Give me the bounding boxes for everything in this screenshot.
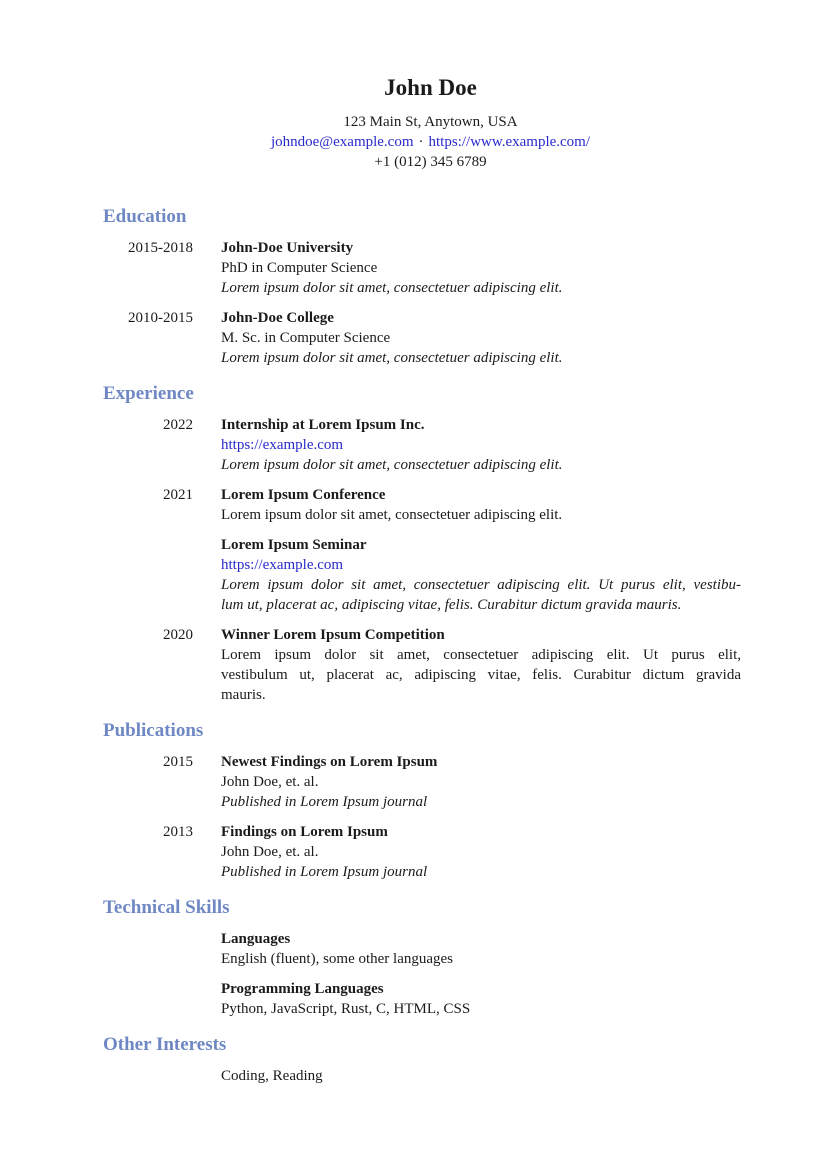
entry-date: 2021 bbox=[163, 487, 193, 503]
section-heading: Education bbox=[103, 206, 187, 227]
resume-section bbox=[103, 382, 741, 705]
entry-description bbox=[221, 792, 741, 812]
entry-description bbox=[221, 278, 741, 298]
entry-subtitle: M. Sc. in Computer Science bbox=[221, 330, 391, 346]
entry-description-line: Lorem ipsum dolor sit amet, consectetuer adipiscing elit. Ut purus elit, vestibu- bbox=[221, 577, 741, 593]
entry-description bbox=[221, 645, 741, 705]
address-line: 123 Main St, Anytown, USA bbox=[343, 114, 518, 130]
entry-description-line: lum ut, placerat ac, adipiscing vitae, felis. Curabitur dictum gravida mauris. bbox=[221, 597, 682, 613]
entry-description bbox=[221, 862, 741, 882]
resume-sections bbox=[103, 205, 741, 1086]
entry-subtitle: Coding, Reading bbox=[221, 1068, 323, 1084]
entry-body bbox=[221, 625, 741, 705]
resume-section bbox=[103, 205, 741, 368]
entry-body bbox=[221, 822, 741, 882]
resume-entry bbox=[103, 535, 741, 615]
resume-entry bbox=[103, 979, 741, 1019]
entry-title: Newest Findings on Lorem Ipsum bbox=[221, 754, 438, 770]
entry-body bbox=[221, 308, 741, 368]
entry-title: Internship at Lorem Ipsum Inc. bbox=[221, 417, 425, 433]
entry-body bbox=[221, 238, 741, 298]
links-line bbox=[103, 132, 758, 152]
entry-date: 2020 bbox=[163, 627, 193, 643]
entry-date: 2015 bbox=[163, 754, 193, 770]
entry-description-line: vestibulum ut, placerat ac, adipiscing vitae, felis. Curabitur dictum gravida bbox=[221, 667, 741, 683]
section-entries bbox=[103, 415, 741, 705]
entry-subtitle: John Doe, et. al. bbox=[221, 774, 319, 790]
entry-title: Winner Lorem Ipsum Competition bbox=[221, 627, 445, 643]
resume-section bbox=[103, 1033, 741, 1086]
entry-title: John-Doe University bbox=[221, 240, 354, 256]
entry-title: Programming Languages bbox=[221, 981, 384, 997]
entry-description-line: Lorem ipsum dolor sit amet, consectetuer adipiscing elit. bbox=[221, 457, 563, 473]
entry-description bbox=[221, 348, 741, 368]
resume-entry bbox=[103, 308, 741, 368]
entry-body bbox=[221, 1066, 741, 1086]
entry-subtitle: John Doe, et. al. bbox=[221, 844, 319, 860]
phone-line: +1 (012) 345 6789 bbox=[374, 154, 487, 170]
entry-description-line: mauris. bbox=[221, 687, 266, 703]
entry-description-line: Lorem ipsum dolor sit amet, consectetuer adipiscing elit. Ut purus elit, bbox=[221, 647, 741, 663]
contact-block bbox=[103, 112, 758, 172]
entry-subtitle: PhD in Computer Science bbox=[221, 260, 378, 276]
entry-date: 2010-2015 bbox=[128, 310, 193, 326]
entry-title: John-Doe College bbox=[221, 310, 334, 326]
resume-entry bbox=[103, 415, 741, 475]
section-entries bbox=[103, 1066, 741, 1086]
entry-link[interactable]: https://example.com bbox=[221, 557, 344, 573]
entry-description bbox=[221, 455, 741, 475]
section-entries bbox=[103, 929, 741, 1019]
section-heading: Technical Skills bbox=[103, 897, 230, 918]
section-entries bbox=[103, 238, 741, 368]
resume-entry bbox=[103, 929, 741, 969]
entry-title: Languages bbox=[221, 931, 291, 947]
resume-entry bbox=[103, 485, 741, 525]
resume-section bbox=[103, 719, 741, 882]
section-entries bbox=[103, 752, 741, 882]
entry-description bbox=[221, 575, 741, 615]
resume-entry bbox=[103, 625, 741, 705]
resume-section bbox=[103, 896, 741, 1019]
entry-subtitle: English (fluent), some other languages bbox=[221, 951, 454, 967]
resume-entry bbox=[103, 1066, 741, 1086]
section-heading: Publications bbox=[103, 720, 204, 741]
entry-link[interactable]: https://example.com bbox=[221, 437, 344, 453]
entry-date bbox=[103, 1066, 193, 1086]
entry-subtitle: Python, JavaScript, Rust, C, HTML, CSS bbox=[221, 1001, 471, 1017]
resume-header bbox=[103, 75, 758, 172]
entry-title: Lorem Ipsum Conference bbox=[221, 487, 386, 503]
entry-date bbox=[103, 535, 193, 615]
entry-body bbox=[221, 415, 741, 475]
resume-entry bbox=[103, 752, 741, 812]
entry-date bbox=[103, 929, 193, 969]
entry-date: 2022 bbox=[163, 417, 193, 433]
entry-date: 2015-2018 bbox=[128, 240, 193, 256]
section-heading: Experience bbox=[103, 383, 194, 404]
resume-entry bbox=[103, 822, 741, 882]
entry-body bbox=[221, 752, 741, 812]
entry-body bbox=[221, 485, 741, 525]
entry-description-line: Lorem ipsum dolor sit amet, consectetuer adipiscing elit. bbox=[221, 507, 563, 523]
entry-body bbox=[221, 929, 741, 969]
entry-title: Lorem Ipsum Seminar bbox=[221, 537, 367, 553]
entry-description bbox=[221, 505, 741, 525]
section-heading: Other Interests bbox=[103, 1034, 227, 1055]
entry-description-line: Published in Lorem Ipsum journal bbox=[221, 794, 428, 810]
person-name: John Doe bbox=[384, 75, 477, 100]
entry-date bbox=[103, 979, 193, 1019]
email-link[interactable]: johndoe@example.com bbox=[270, 134, 414, 150]
entry-description-line: Lorem ipsum dolor sit amet, consectetuer adipiscing elit. bbox=[221, 280, 563, 296]
entry-body bbox=[221, 535, 741, 615]
entry-description-line: Lorem ipsum dolor sit amet, consectetuer adipiscing elit. bbox=[221, 350, 563, 366]
entry-title: Findings on Lorem Ipsum bbox=[221, 824, 388, 840]
resume-entry bbox=[103, 238, 741, 298]
entry-date: 2013 bbox=[163, 824, 193, 840]
entry-body bbox=[221, 979, 741, 1019]
dot-separator: · bbox=[418, 134, 424, 150]
entry-description-line: Published in Lorem Ipsum journal bbox=[221, 864, 428, 880]
website-link[interactable]: https://www.example.com/ bbox=[428, 134, 591, 150]
